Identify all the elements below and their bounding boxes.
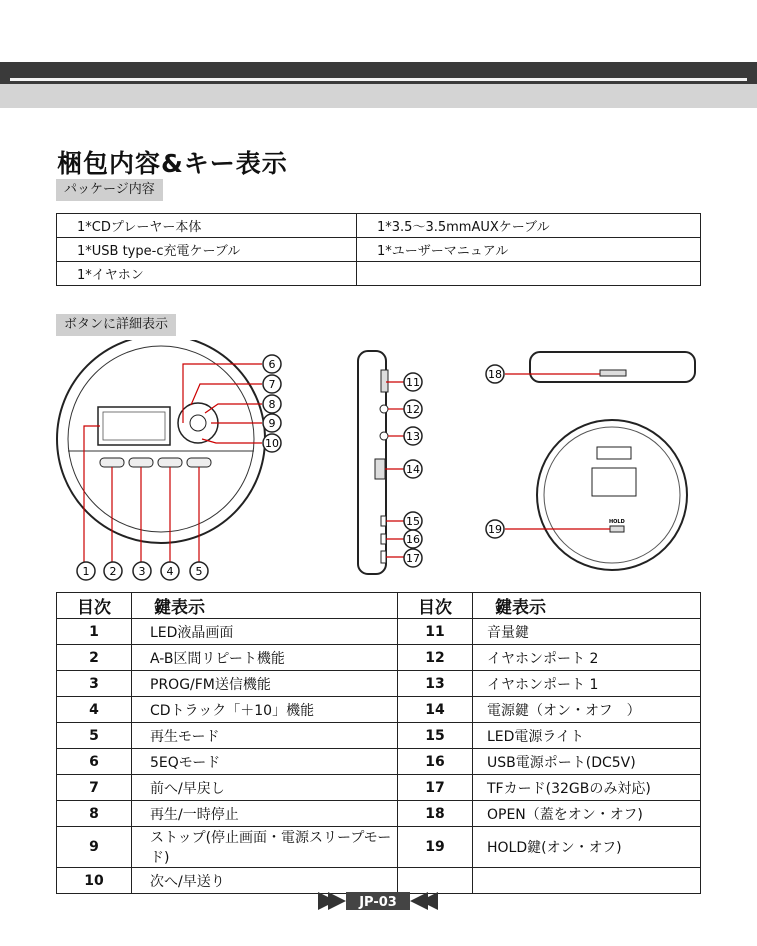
svg-text:2: 2 [109, 565, 117, 578]
key-number: 5 [57, 723, 132, 749]
svg-text:1: 1 [82, 565, 90, 578]
volume-key [381, 370, 388, 392]
table-row [57, 262, 701, 286]
table-row [57, 238, 701, 262]
callout-17 [404, 549, 422, 567]
package-item: 1*ユーザーマニュアル [357, 238, 701, 262]
callout-7 [263, 375, 281, 393]
hold-switch-label: HOLD [609, 519, 625, 525]
svg-text:4: 4 [166, 565, 174, 578]
key-description: OPEN（蓋をオン・オフ) [473, 801, 701, 827]
package-section-label: パッケージ内容 [56, 179, 163, 201]
callout-19 [486, 520, 504, 538]
key-number: 13 [398, 671, 473, 697]
power-key [375, 459, 385, 479]
table-row [57, 775, 701, 801]
svg-text:18: 18 [488, 368, 502, 381]
key-number: 1 [57, 619, 132, 645]
key-number: 4 [57, 697, 132, 723]
svg-text:3: 3 [138, 565, 146, 578]
callout-12 [404, 400, 422, 418]
svg-text:11: 11 [406, 376, 420, 389]
key-number: 11 [398, 619, 473, 645]
key-description: イヤホンポート 2 [473, 645, 701, 671]
key-description: 次へ/早送り [132, 868, 398, 894]
package-item [357, 262, 701, 286]
callout-2 [104, 562, 122, 580]
earphone-port-1 [380, 432, 388, 440]
svg-text:7: 7 [268, 378, 276, 391]
key-description: 音量鍵 [473, 619, 701, 645]
key-description: LED液晶画面 [132, 619, 398, 645]
package-item: 1*イヤホン [57, 262, 357, 286]
table-row [57, 214, 701, 238]
table-row [57, 645, 701, 671]
key-number: 17 [398, 775, 473, 801]
back-view [505, 352, 695, 570]
callout-11 [404, 373, 422, 391]
key-number: 9 [57, 827, 132, 868]
open-switch [600, 370, 626, 376]
page-title: 梱包内容&キー表示 [57, 149, 288, 178]
key-description: イヤホンポート 1 [473, 671, 701, 697]
svg-text:8: 8 [268, 398, 276, 411]
svg-text:12: 12 [406, 403, 420, 416]
mode-button [187, 458, 211, 467]
front-view [57, 340, 265, 562]
svg-text:13: 13 [406, 430, 420, 443]
table-row [57, 801, 701, 827]
header-no-left: 目次 [57, 593, 132, 619]
svg-text:15: 15 [406, 515, 420, 528]
header-desc-left: 鍵表示 [132, 593, 398, 619]
key-description: LED電源ライト [473, 723, 701, 749]
key-description: TFカード(32GBのみ対応) [473, 775, 701, 801]
callout-16 [404, 530, 422, 548]
key-table [56, 592, 701, 894]
earphone-port-2 [380, 405, 388, 413]
key-number: 10 [57, 868, 132, 894]
led-light [381, 516, 386, 526]
callout-18 [486, 365, 504, 383]
buttons-section-label: ボタンに詳細表示 [56, 314, 176, 336]
lcd-screen [98, 407, 170, 445]
table-row [57, 827, 701, 868]
key-number: 14 [398, 697, 473, 723]
player-top-edge [530, 352, 695, 382]
callout-4 [161, 562, 179, 580]
header-desc-right: 鍵表示 [473, 593, 701, 619]
key-number: 19 [398, 827, 473, 868]
key-description: 電源鍵（オン・オフ ） [473, 697, 701, 723]
header-banner-light [0, 84, 757, 108]
key-number: 3 [57, 671, 132, 697]
table-row [57, 723, 701, 749]
callout-1 [77, 562, 95, 580]
callout-14 [404, 460, 422, 478]
key-description: 前へ/早戻し [132, 775, 398, 801]
key-description: PROG/FM送信機能 [132, 671, 398, 697]
key-description: HOLD鍵(オン・オフ) [473, 827, 701, 868]
callout-5 [190, 562, 208, 580]
callout-3 [133, 562, 151, 580]
table-row [57, 671, 701, 697]
key-number: 8 [57, 801, 132, 827]
svg-text:17: 17 [406, 552, 420, 565]
key-description: 再生モード [132, 723, 398, 749]
page-footer [318, 888, 438, 914]
key-number: 15 [398, 723, 473, 749]
callout-9 [263, 414, 281, 432]
key-number: 16 [398, 749, 473, 775]
plus10-button [158, 458, 182, 467]
key-description: ストップ(停止画面・電源スリープモード) [132, 827, 398, 868]
package-item: 1*3.5〜3.5mmAUXケーブル [357, 214, 701, 238]
callout-10 [263, 434, 281, 452]
usb-port [381, 534, 386, 544]
package-table [56, 213, 701, 286]
header-no-right: 目次 [398, 593, 473, 619]
svg-text:9: 9 [268, 417, 276, 430]
key-description: CDトラック「＋10」機能 [132, 697, 398, 723]
key-number: 7 [57, 775, 132, 801]
key-number: 12 [398, 645, 473, 671]
prog-button [129, 458, 153, 467]
key-number: 6 [57, 749, 132, 775]
table-row [57, 749, 701, 775]
ab-button [100, 458, 124, 467]
key-description: USB電源ポート(DC5V) [473, 749, 701, 775]
callout-15 [404, 512, 422, 530]
table-header-row [57, 593, 701, 619]
table-row [57, 619, 701, 645]
device-diagram [0, 340, 757, 585]
tf-slot [381, 551, 386, 563]
svg-text:19: 19 [488, 523, 502, 536]
package-item: 1*USB type-c充電ケーブル [57, 238, 357, 262]
table-row [57, 697, 701, 723]
svg-text:16: 16 [406, 533, 420, 546]
callout-13 [404, 427, 422, 445]
play-button [190, 415, 206, 431]
key-number: 18 [398, 801, 473, 827]
label-plate [597, 447, 631, 459]
key-description [473, 868, 701, 894]
header-banner-highlight [10, 78, 747, 81]
svg-text:6: 6 [268, 358, 276, 371]
hold-switch [610, 526, 624, 532]
key-description: 再生/一時停止 [132, 801, 398, 827]
key-number: 2 [57, 645, 132, 671]
callout-8 [263, 395, 281, 413]
key-description: A-B区間リピート機能 [132, 645, 398, 671]
side-view [358, 351, 404, 574]
svg-text:10: 10 [265, 437, 279, 450]
svg-text:14: 14 [406, 463, 420, 476]
package-item: 1*CDプレーヤー本体 [57, 214, 357, 238]
key-description: 5EQモード [132, 749, 398, 775]
page-number: JP-03 [359, 895, 397, 910]
callout-6 [263, 355, 281, 373]
svg-text:5: 5 [195, 565, 203, 578]
battery-cover [592, 468, 636, 496]
